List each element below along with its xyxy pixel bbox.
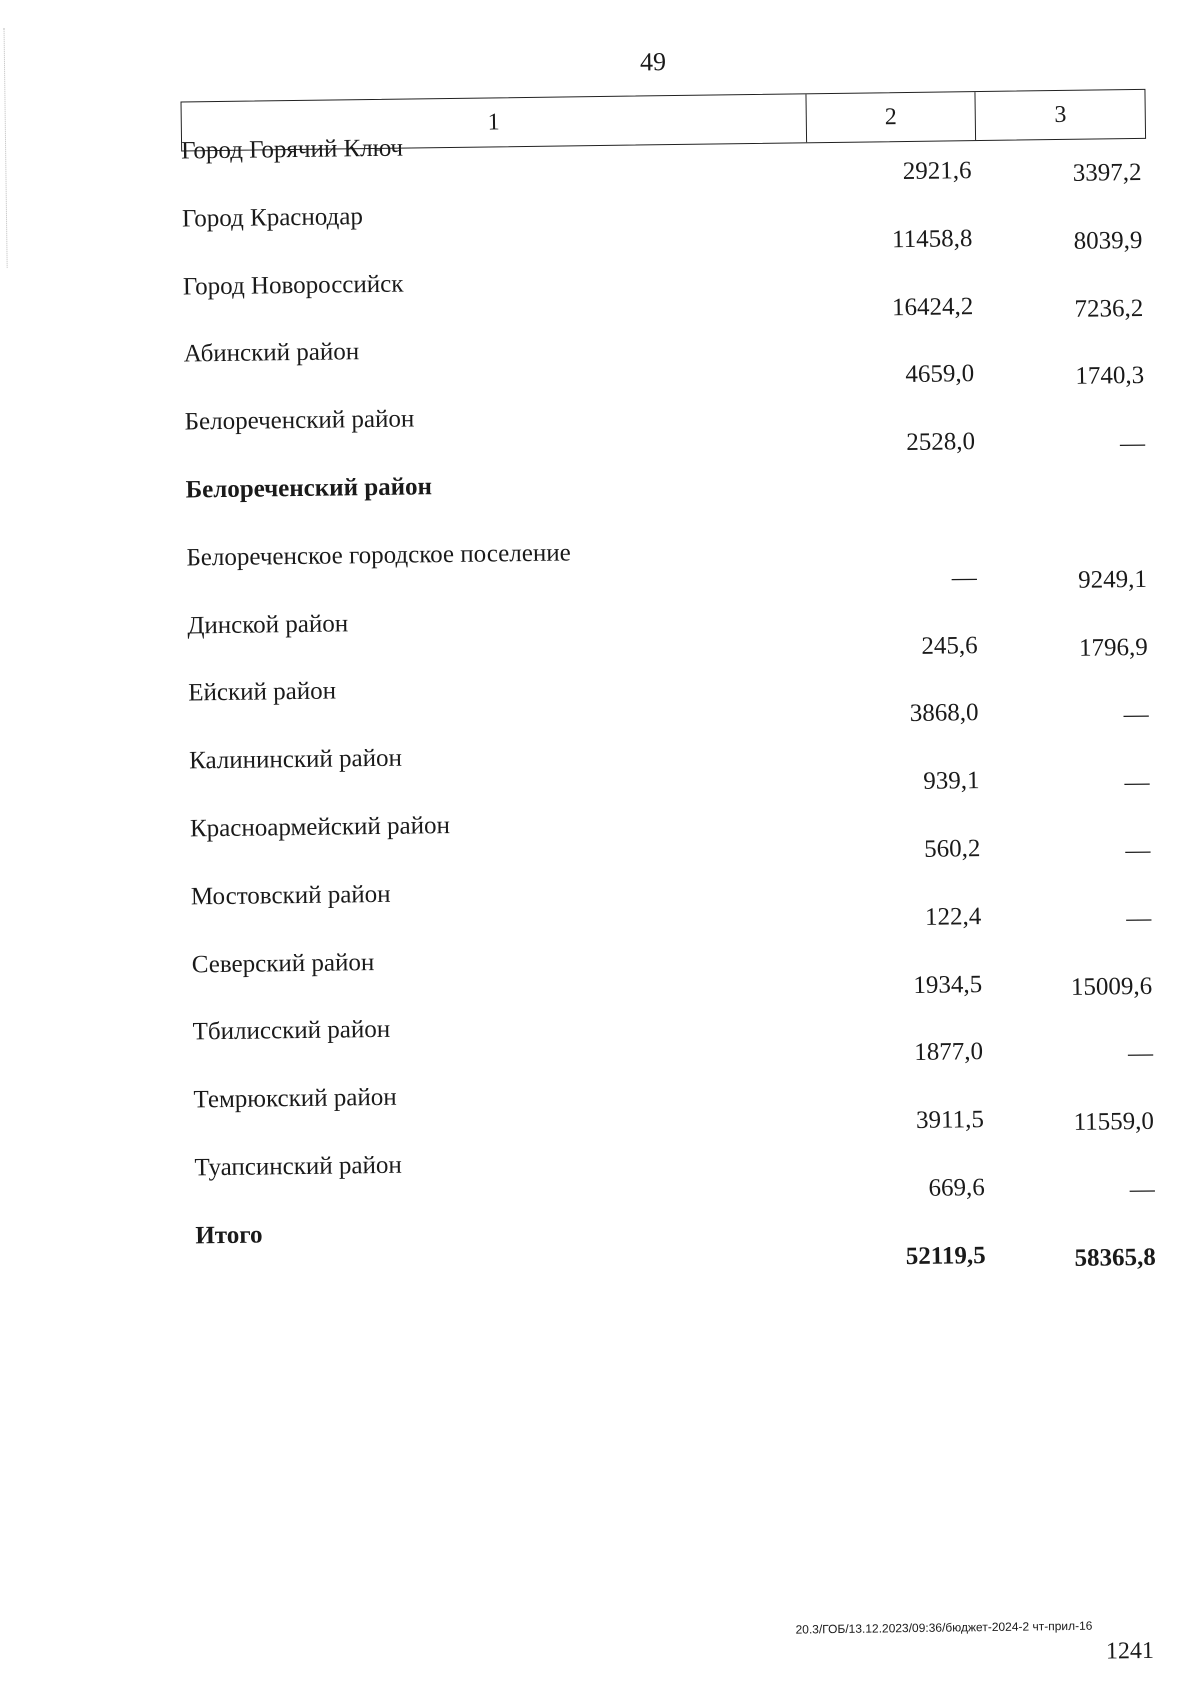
row-label: Белореченское городское поселение xyxy=(186,539,571,572)
row-value-col-3: 9249,1 xyxy=(1077,565,1148,594)
row-value-col-2: 245,6 xyxy=(921,631,978,660)
row-value-col-3: 1740,3 xyxy=(1075,362,1145,391)
row-label: Северский район xyxy=(191,948,375,979)
row-value-col-2: 3868,0 xyxy=(909,699,979,728)
row-label: Город Новороссийск xyxy=(182,270,404,301)
row-value-col-2: 939,1 xyxy=(923,767,980,796)
row-value-col-3: — xyxy=(1123,701,1149,729)
row-value-col-2: 2921,6 xyxy=(902,157,972,186)
row-value-col-3: — xyxy=(1126,904,1152,932)
row-value-col-3: — xyxy=(1127,1040,1154,1068)
row-value-col-2: 3911,5 xyxy=(915,1106,985,1135)
row-value-col-3: 15009,6 xyxy=(1070,972,1153,1001)
row-value-col-2: 4659,0 xyxy=(905,360,975,389)
row-value-col-2: 1877,0 xyxy=(914,1038,984,1067)
row-value-col-2: 11458,8 xyxy=(891,224,973,253)
row-value-col-3: — xyxy=(1129,1175,1156,1204)
row-label: Белореченский район xyxy=(184,405,415,436)
row-value-col-3: 8039,9 xyxy=(1073,226,1143,255)
row-label: Итого xyxy=(195,1221,263,1250)
sheet-number: 1241 xyxy=(1105,1637,1155,1665)
row-label: Туапсинский район xyxy=(194,1151,402,1182)
row-value-col-2: 2528,0 xyxy=(906,428,976,457)
row-label: Мостовский район xyxy=(190,880,391,911)
row-value-col-3: 3397,2 xyxy=(1072,158,1142,187)
row-value-col-3: 11559,0 xyxy=(1073,1108,1155,1137)
header-col-1: 1 xyxy=(487,108,500,135)
row-value-col-2: 1934,5 xyxy=(913,970,983,999)
row-value-col-3: 1796,9 xyxy=(1078,633,1148,662)
row-label: Динской район xyxy=(187,609,349,640)
header-col-2: 2 xyxy=(805,92,975,142)
row-label: Город Краснодар xyxy=(181,202,364,233)
row-value-col-2: — xyxy=(951,563,977,592)
row-value-col-2: 669,6 xyxy=(928,1174,985,1202)
row-label: Темрюкский район xyxy=(193,1083,397,1114)
row-label: Город Горячий Ключ xyxy=(180,134,404,165)
row-label: Красноармейский район xyxy=(189,812,451,843)
row-label: Тбилисский район xyxy=(192,1016,391,1046)
header-col-3: 3 xyxy=(975,90,1145,140)
row-value-col-3: — xyxy=(1125,836,1151,865)
row-label: Ейский район xyxy=(188,677,337,707)
row-value-col-2: 52119,5 xyxy=(905,1241,986,1270)
row-value-col-3: 58365,8 xyxy=(1074,1243,1156,1272)
table-row xyxy=(15,1209,1200,1295)
document-code: 20.3/ГОБ/13.12.2023/09:36/бюджет-2024-2 чт-прил-16 xyxy=(795,1618,1093,1637)
row-value-col-2: 16424,2 xyxy=(891,292,974,321)
row-value-col-2: 122,4 xyxy=(924,902,982,931)
row-label: Калининский район xyxy=(188,744,403,775)
row-label: Абинский район xyxy=(183,338,360,368)
row-value-col-3: — xyxy=(1119,430,1146,458)
row-value-col-3: 7236,2 xyxy=(1074,294,1144,323)
row-label: Белореченский район xyxy=(185,473,433,504)
row-value-col-3: — xyxy=(1124,769,1150,797)
page-number: 49 xyxy=(639,47,667,77)
row-value-col-2: 560,2 xyxy=(923,835,981,863)
